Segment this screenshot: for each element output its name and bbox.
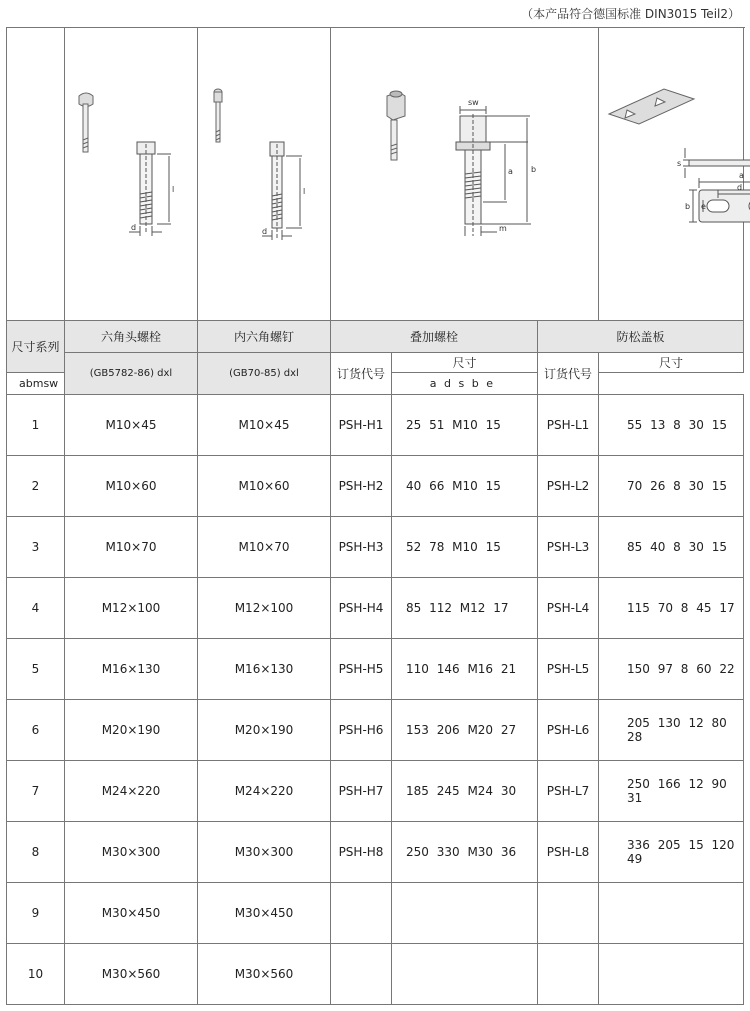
size-series-cell: 4 <box>7 578 65 639</box>
bolt-dims-cell: 153 206 M20 27 <box>392 700 538 761</box>
plate-a-label: a <box>739 171 744 180</box>
size-series-cell: 1 <box>7 395 65 456</box>
plate-header: 防松盖板 <box>538 321 744 353</box>
bolt-order-code-cell: PSH-H8 <box>331 822 392 883</box>
hex-bolt-cell: M16×130 <box>65 639 198 700</box>
plate-dims-cell <box>599 883 744 944</box>
bolt-dimension-header: 尺寸 <box>392 353 538 373</box>
plate-dim-cols: a d s b e <box>392 373 538 395</box>
stack-bolt-drawing <box>365 74 565 274</box>
plate-d-label: d <box>737 183 743 192</box>
socket-screw-cell: M10×60 <box>198 456 331 517</box>
plate-order-code-cell: PSH-L6 <box>538 700 599 761</box>
size-series-cell: 6 <box>7 700 65 761</box>
socket-screw-l-label: l <box>302 187 305 196</box>
plate-order-code-cell: PSH-L4 <box>538 578 599 639</box>
bolt-order-code-cell: PSH-H3 <box>331 517 392 578</box>
size-series-header: 尺寸系列 <box>7 321 65 373</box>
plate-dimension-header: 尺寸 <box>599 353 744 373</box>
hex-bolt-cell: M24×220 <box>65 761 198 822</box>
plate-e-label: e <box>701 202 706 211</box>
bolt-dims-cell: 185 245 M24 30 <box>392 761 538 822</box>
table-row <box>7 456 744 517</box>
plate-order-code-header: 订货代号 <box>538 353 599 395</box>
stack-bolt-b-label: b <box>530 165 536 174</box>
table-row <box>7 395 744 456</box>
plate-dims-cell: 250 166 12 90 31 <box>599 761 744 822</box>
hex-bolt-diagram-cell <box>65 28 198 321</box>
socket-screw-cell: M10×70 <box>198 517 331 578</box>
table-row <box>7 517 744 578</box>
bolt-dims-cell <box>392 883 538 944</box>
socket-screw-header: 内六角螺钉 <box>198 321 331 353</box>
plate-diagram-cell <box>599 28 744 321</box>
stack-bolt-header: 叠加螺栓 <box>331 321 538 353</box>
hex-bolt-cell: M30×450 <box>65 883 198 944</box>
size-series-cell: 2 <box>7 456 65 517</box>
hex-bolt-cell: M30×560 <box>65 944 198 1005</box>
size-series-cell: 10 <box>7 944 65 1005</box>
table-row <box>7 822 744 883</box>
plate-order-code-cell: PSH-L3 <box>538 517 599 578</box>
table-row <box>7 761 744 822</box>
hex-bolt-l-label: l <box>171 185 174 194</box>
bolt-dims-cell: 25 51 M10 15 <box>392 395 538 456</box>
plate-dims-cell: 150 97 8 60 22 <box>599 639 744 700</box>
hex-bolt-cell: M20×190 <box>65 700 198 761</box>
spec-table <box>6 27 744 1005</box>
stack-bolt-a-label: a <box>507 167 513 176</box>
bolt-order-code-cell: PSH-H1 <box>331 395 392 456</box>
plate-dims-cell: 85 40 8 30 15 <box>599 517 744 578</box>
socket-screw-drawing <box>202 84 327 264</box>
bolt-order-code-header: 订货代号 <box>331 353 392 395</box>
table-row <box>7 578 744 639</box>
header-row-1 <box>7 321 744 353</box>
plate-order-code-cell <box>538 883 599 944</box>
plate-dims-cell: 336 205 15 120 49 <box>599 822 744 883</box>
socket-screw-cell: M30×300 <box>198 822 331 883</box>
bolt-dim-col-a: a <box>19 377 26 390</box>
bolt-dims-cell: 85 112 M12 17 <box>392 578 538 639</box>
socket-screw-cell: M30×450 <box>198 883 331 944</box>
hex-bolt-d-label: d <box>130 223 136 232</box>
plate-dims-cell <box>599 944 744 1005</box>
table-row <box>7 883 744 944</box>
bolt-dims-cell <box>392 944 538 1005</box>
plate-order-code-cell: PSH-L5 <box>538 639 599 700</box>
socket-screw-cell: M24×220 <box>198 761 331 822</box>
standard-note: （本产品符合德国标准 DIN3015 Teil2） <box>521 7 740 21</box>
bolt-order-code-cell: PSH-H6 <box>331 700 392 761</box>
bolt-dims-cell: 52 78 M10 15 <box>392 517 538 578</box>
plate-order-code-cell <box>538 944 599 1005</box>
stack-bolt-sw-label: sw <box>467 98 479 107</box>
plate-dims-cell: 205 130 12 80 28 <box>599 700 744 761</box>
hex-bolt-cell: M10×45 <box>65 395 198 456</box>
socket-screw-cell: M10×45 <box>198 395 331 456</box>
hex-bolt-cell: M30×300 <box>65 822 198 883</box>
size-series-cell: 9 <box>7 883 65 944</box>
diagram-blank-cell <box>7 28 65 321</box>
hex-bolt-cell: M10×60 <box>65 456 198 517</box>
socket-screw-std-header: (GB70-85) dxl <box>198 353 331 395</box>
bolt-order-code-cell: PSH-H2 <box>331 456 392 517</box>
diagram-row <box>7 28 744 321</box>
table-row <box>7 700 744 761</box>
size-series-cell: 5 <box>7 639 65 700</box>
plate-b-label: b <box>685 202 691 211</box>
stack-bolt-m-label: m <box>498 224 507 233</box>
plate-order-code-cell: PSH-L1 <box>538 395 599 456</box>
header-row-2 <box>7 353 744 373</box>
hex-bolt-header: 六角头螺栓 <box>65 321 198 353</box>
stack-bolt-diagram-cell <box>331 28 599 321</box>
bolt-dims-cell: 250 330 M30 36 <box>392 822 538 883</box>
socket-screw-diagram-cell <box>198 28 331 321</box>
bolt-dim-cols <box>7 373 65 395</box>
hex-bolt-cell: M10×70 <box>65 517 198 578</box>
size-series-cell: 7 <box>7 761 65 822</box>
socket-screw-cell: M12×100 <box>198 578 331 639</box>
bolt-order-code-cell: PSH-H4 <box>331 578 392 639</box>
bolt-dims-cell: 110 146 M16 21 <box>392 639 538 700</box>
plate-order-code-cell: PSH-L7 <box>538 761 599 822</box>
hex-bolt-cell: M12×100 <box>65 578 198 639</box>
socket-screw-cell: M30×560 <box>198 944 331 1005</box>
plate-order-code-cell: PSH-L2 <box>538 456 599 517</box>
table-row <box>7 944 744 1005</box>
plate-dims-cell: 55 13 8 30 15 <box>599 395 744 456</box>
size-series-cell: 8 <box>7 822 65 883</box>
plate-order-code-cell: PSH-L8 <box>538 822 599 883</box>
socket-screw-cell: M20×190 <box>198 700 331 761</box>
hex-bolt-std-header: (GB5782-86) dxl <box>65 353 198 395</box>
socket-screw-cell: M16×130 <box>198 639 331 700</box>
plate-dims-cell: 115 70 8 45 17 <box>599 578 744 639</box>
socket-screw-d-label: d <box>261 227 267 236</box>
plate-s-label: s <box>677 159 682 168</box>
plate-drawing <box>599 74 750 274</box>
bolt-dim-col-b: b <box>25 377 33 390</box>
bolt-dim-col-sw: sw <box>43 377 59 390</box>
hex-bolt-drawing <box>69 84 194 264</box>
table-row <box>7 639 744 700</box>
bolt-order-code-cell: PSH-H7 <box>331 761 392 822</box>
bolt-dim-col-m: m <box>32 377 44 390</box>
size-series-cell: 3 <box>7 517 65 578</box>
plate-dims-cell: 70 26 8 30 15 <box>599 456 744 517</box>
bolt-dims-cell: 40 66 M10 15 <box>392 456 538 517</box>
bolt-order-code-cell <box>331 944 392 1005</box>
bolt-order-code-cell: PSH-H5 <box>331 639 392 700</box>
bolt-order-code-cell <box>331 883 392 944</box>
